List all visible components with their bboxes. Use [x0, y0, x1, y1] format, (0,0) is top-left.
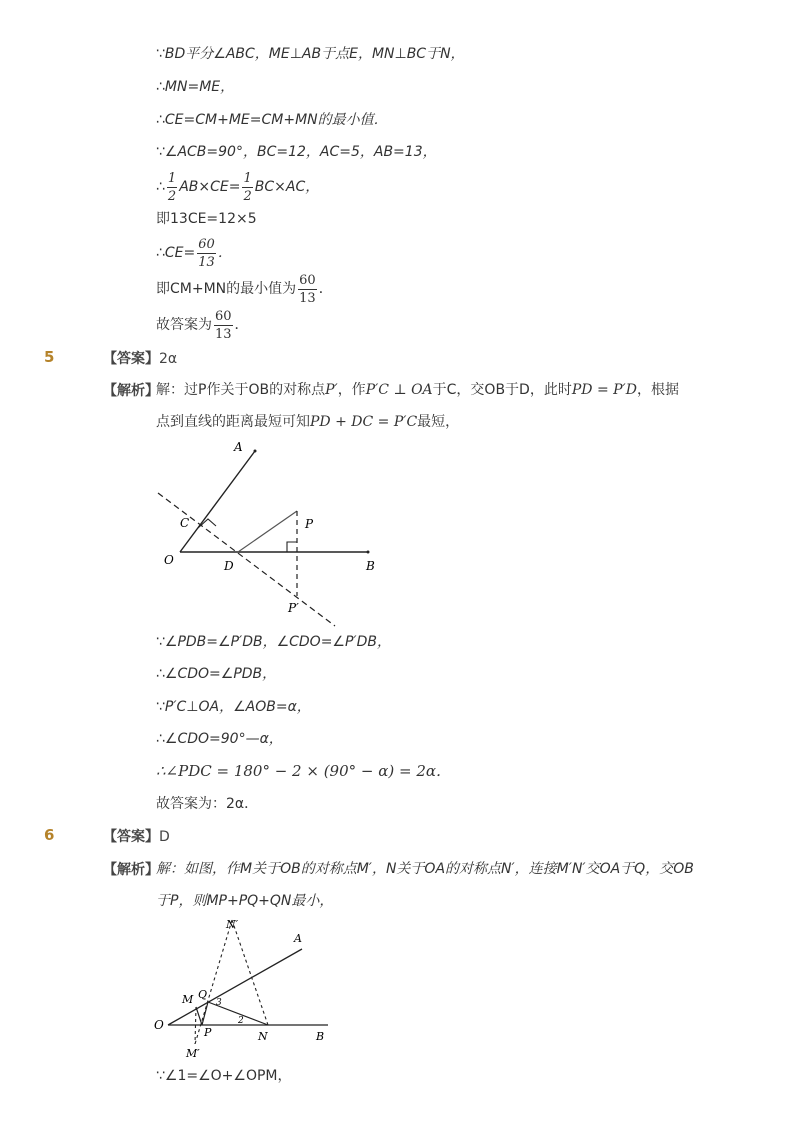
- label-a: A: [294, 932, 302, 945]
- q5-step-2: ∴∠CDO=∠PDB，: [156, 666, 277, 682]
- q5-analysis-line-2: 点到直线的距离最短可知PD + DC = P′C最短，: [156, 414, 460, 430]
- right-angle-mark-d: [287, 542, 297, 552]
- q4-line-7: ∴CE= $\frac{60}{13}$ ．: [156, 236, 232, 270]
- label-p-prime: P′: [288, 601, 299, 615]
- answer-value: D: [159, 829, 170, 845]
- segment-pd: [238, 511, 297, 552]
- question-number-6: 6: [44, 826, 55, 844]
- answer-tag: 【答案】D: [103, 829, 170, 845]
- segment-mp: [196, 1007, 202, 1025]
- label-o: O: [154, 1018, 164, 1032]
- fraction-60-13: $\frac{60}{13}$: [299, 272, 316, 306]
- line-pc-dashed: [158, 493, 335, 626]
- q5-step-3: ∵P′C⊥OA，∠AOB=α，: [156, 699, 311, 715]
- label-b: B: [316, 1030, 325, 1043]
- label-p: P: [204, 1026, 212, 1039]
- label-p: P: [305, 517, 314, 531]
- label-n-prime: N′: [226, 918, 239, 931]
- label-b: B: [366, 559, 375, 573]
- fraction-60-13: $\frac{60}{13}$: [198, 236, 215, 270]
- q4-line-3: ∴CE=CM+ME=CM+MN的最小值．: [156, 112, 388, 128]
- label-n: N: [258, 1030, 268, 1043]
- fraction-half-1: $\frac{1}{2}$: [167, 170, 177, 204]
- analysis-tag: 【解析】: [103, 862, 159, 878]
- q5-step-6: 故答案为：2α．: [156, 796, 259, 812]
- segment-mm-prime-dotted: [195, 1007, 196, 1044]
- label-angle-3: 3: [216, 998, 222, 1008]
- label-q: Q: [198, 988, 208, 1001]
- q4-line-1: ∵BD平分∠ABC，ME⊥AB于点E，MN⊥BC于N，: [156, 46, 465, 62]
- q4-line-2: ∴MN=ME，: [156, 79, 235, 95]
- point-a: [254, 450, 257, 453]
- q4-line-4: ∵∠ACB=90°，BC=12，AC=5，AB=13，: [156, 144, 437, 160]
- q5-analysis-line-1: 解：过P作关于OB的对称点P′，作P′C ⊥ OA于C，交OB于D，此时PD = P′D，根据: [156, 382, 679, 398]
- q6-analysis-line-2: 于P，则MP+PQ+QN最小，: [156, 893, 334, 909]
- label-a: A: [234, 440, 243, 454]
- q4-line-6: 即13CE=12×5: [156, 211, 257, 227]
- q4-line-9: 故答案为 $\frac{60}{13}$ ．: [156, 308, 249, 342]
- answer-tag: 【答案】2α: [103, 351, 178, 367]
- fraction-half-2: $\frac{1}{2}$: [243, 170, 252, 204]
- label-m: M: [182, 993, 194, 1006]
- label-d: D: [224, 559, 234, 573]
- answer-value: 2α: [159, 351, 178, 367]
- label-m-prime: M′: [186, 1047, 200, 1060]
- segment-nn-prime-dotted: [232, 920, 268, 1025]
- label-c: C: [180, 516, 190, 530]
- ray-oa: [180, 451, 255, 552]
- q5-step-4: ∴∠CDO=90°—α，: [156, 731, 283, 747]
- q4-line-5: ∴ $\frac{1}{2}$ AB×CE= $\frac{1}{2}$ BC×AC，: [156, 170, 320, 204]
- fraction-60-13: $\frac{60}{13}$: [215, 308, 232, 342]
- q4-line-8: 即CM+MN的最小值为 $\frac{60}{13}$ ．: [156, 272, 333, 306]
- q6-analysis-line-1: 解：如图，作M关于OB的对称点M′，N关于OA的对称点N′，连接M′N′交OA于Q，交OB: [156, 861, 694, 877]
- ray-oa: [168, 949, 302, 1025]
- q5-step-5: ∴∠PDC = 180° − 2 × (90° − α) = 2α．: [156, 762, 451, 780]
- label-o: O: [164, 553, 174, 567]
- q6-geometry-figure: [150, 914, 340, 1064]
- question-number-5: 5: [44, 348, 55, 366]
- label-angle-2: 2: [238, 1016, 244, 1026]
- q5-step-1: ∵∠PDB=∠P′DB，∠CDO=∠P′DB，: [156, 634, 391, 650]
- point-b: [367, 551, 370, 554]
- analysis-tag: 【解析】: [103, 383, 159, 399]
- q5-geometry-figure: [150, 436, 390, 632]
- q6-step-1: ∵∠1=∠O+∠OPM，: [156, 1068, 292, 1084]
